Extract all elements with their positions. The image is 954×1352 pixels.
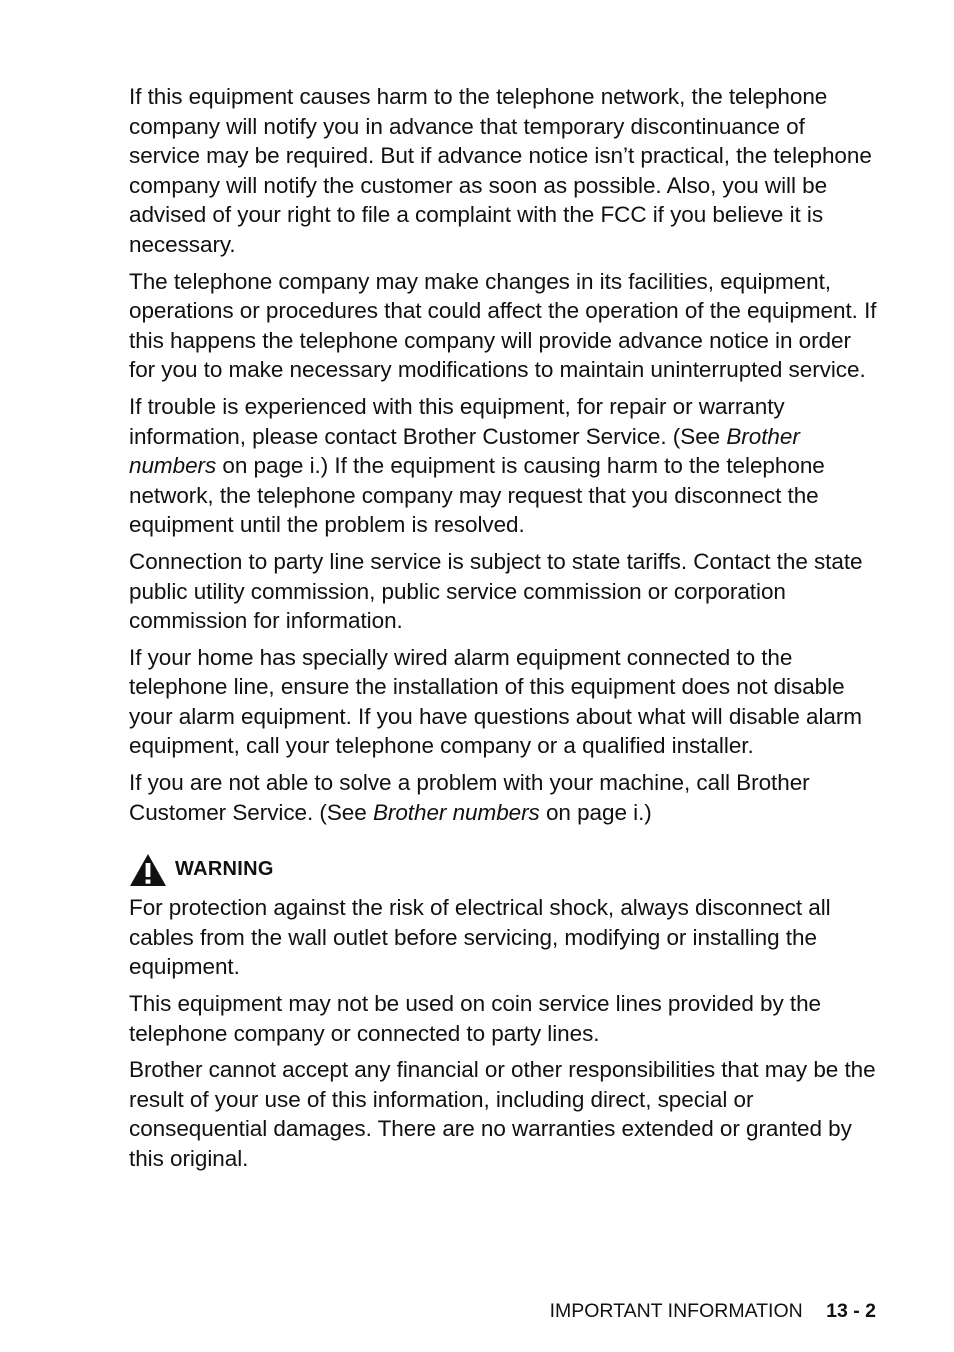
text-segment: on page i.): [539, 799, 652, 825]
text-segment: Brother cannot accept any financial or other responsibilities that may be the result of your use of this information, including direct, special or consequential damages. There are no warranties extended or granted by this original.: [129, 1057, 876, 1171]
footer-section-title: IMPORTANT INFORMATION: [549, 1300, 803, 1322]
italic-reference: Brother numbers: [129, 423, 800, 479]
footer-page-number: 13 - 2: [826, 1300, 876, 1322]
paragraph: [129, 893, 881, 982]
text-segment: If this equipment causes harm to the telephone network, the telephone company will notify you in advance that temporary discontinuance of service may be required. But if advance notice isn’t practical, the telephone company will notify the customer as soon as possible. Also, you will be advised of your right to file a complaint with the FCC if you believe it is necessary.: [129, 84, 872, 257]
text-segment: This equipment may not be used on coin service lines provided by the telephone company or connected to party lines.: [129, 991, 821, 1046]
page-footer: [550, 1298, 876, 1324]
paragraph: [129, 1055, 881, 1173]
document-body: [129, 82, 881, 1181]
text-segment: If your home has specially wired alarm equipment connected to the telephone line, ensure the installation of this equipment does not disable your alarm equipment. If you have questions about what will disable alarm equipment, call your telephone company or a qualified installer.: [129, 644, 862, 759]
text-segment: For protection against the risk of electrical shock, always disconnect all cables from the wall outlet before servicing, modifying or installing the equipment.: [129, 895, 831, 980]
warning-heading: [129, 853, 881, 887]
paragraph: [129, 643, 881, 761]
italic-reference: Brother numbers: [372, 799, 540, 825]
text-segment: Connection to party line service is subject to state tariffs. Contact the state public utility commission, public service commission or corporation commission for information.: [129, 548, 863, 634]
paragraph: [129, 82, 881, 260]
paragraphs-before-warning: [129, 82, 881, 827]
paragraph: [129, 768, 881, 827]
paragraphs-after-warning: [129, 893, 881, 1173]
text-segment: If trouble is experienced with this equipment, for repair or warranty information, please contact Brother Customer Service. (See: [129, 393, 785, 449]
text-segment: If you are not able to solve a problem with your machine, call Brother Customer Service. (See: [129, 770, 810, 825]
warning-triangle-icon: [129, 853, 167, 887]
paragraph: [129, 989, 881, 1048]
paragraph: [129, 392, 881, 540]
warning-label: WARNING: [175, 858, 274, 881]
text-segment: on page i.) If the equipment is causing harm to the telephone network, the telephone company may request that you disconnect the equipment until the problem is resolved.: [129, 453, 825, 538]
paragraph: [129, 547, 881, 636]
paragraph: [129, 267, 881, 385]
text-segment: The telephone company may make changes in its facilities, equipment, operations or procedures that could affect the operation of the equipment. If this happens the telephone company will provide advance notice in order for you to make necessary modifications to maintain uninterrupted service.: [129, 268, 877, 383]
